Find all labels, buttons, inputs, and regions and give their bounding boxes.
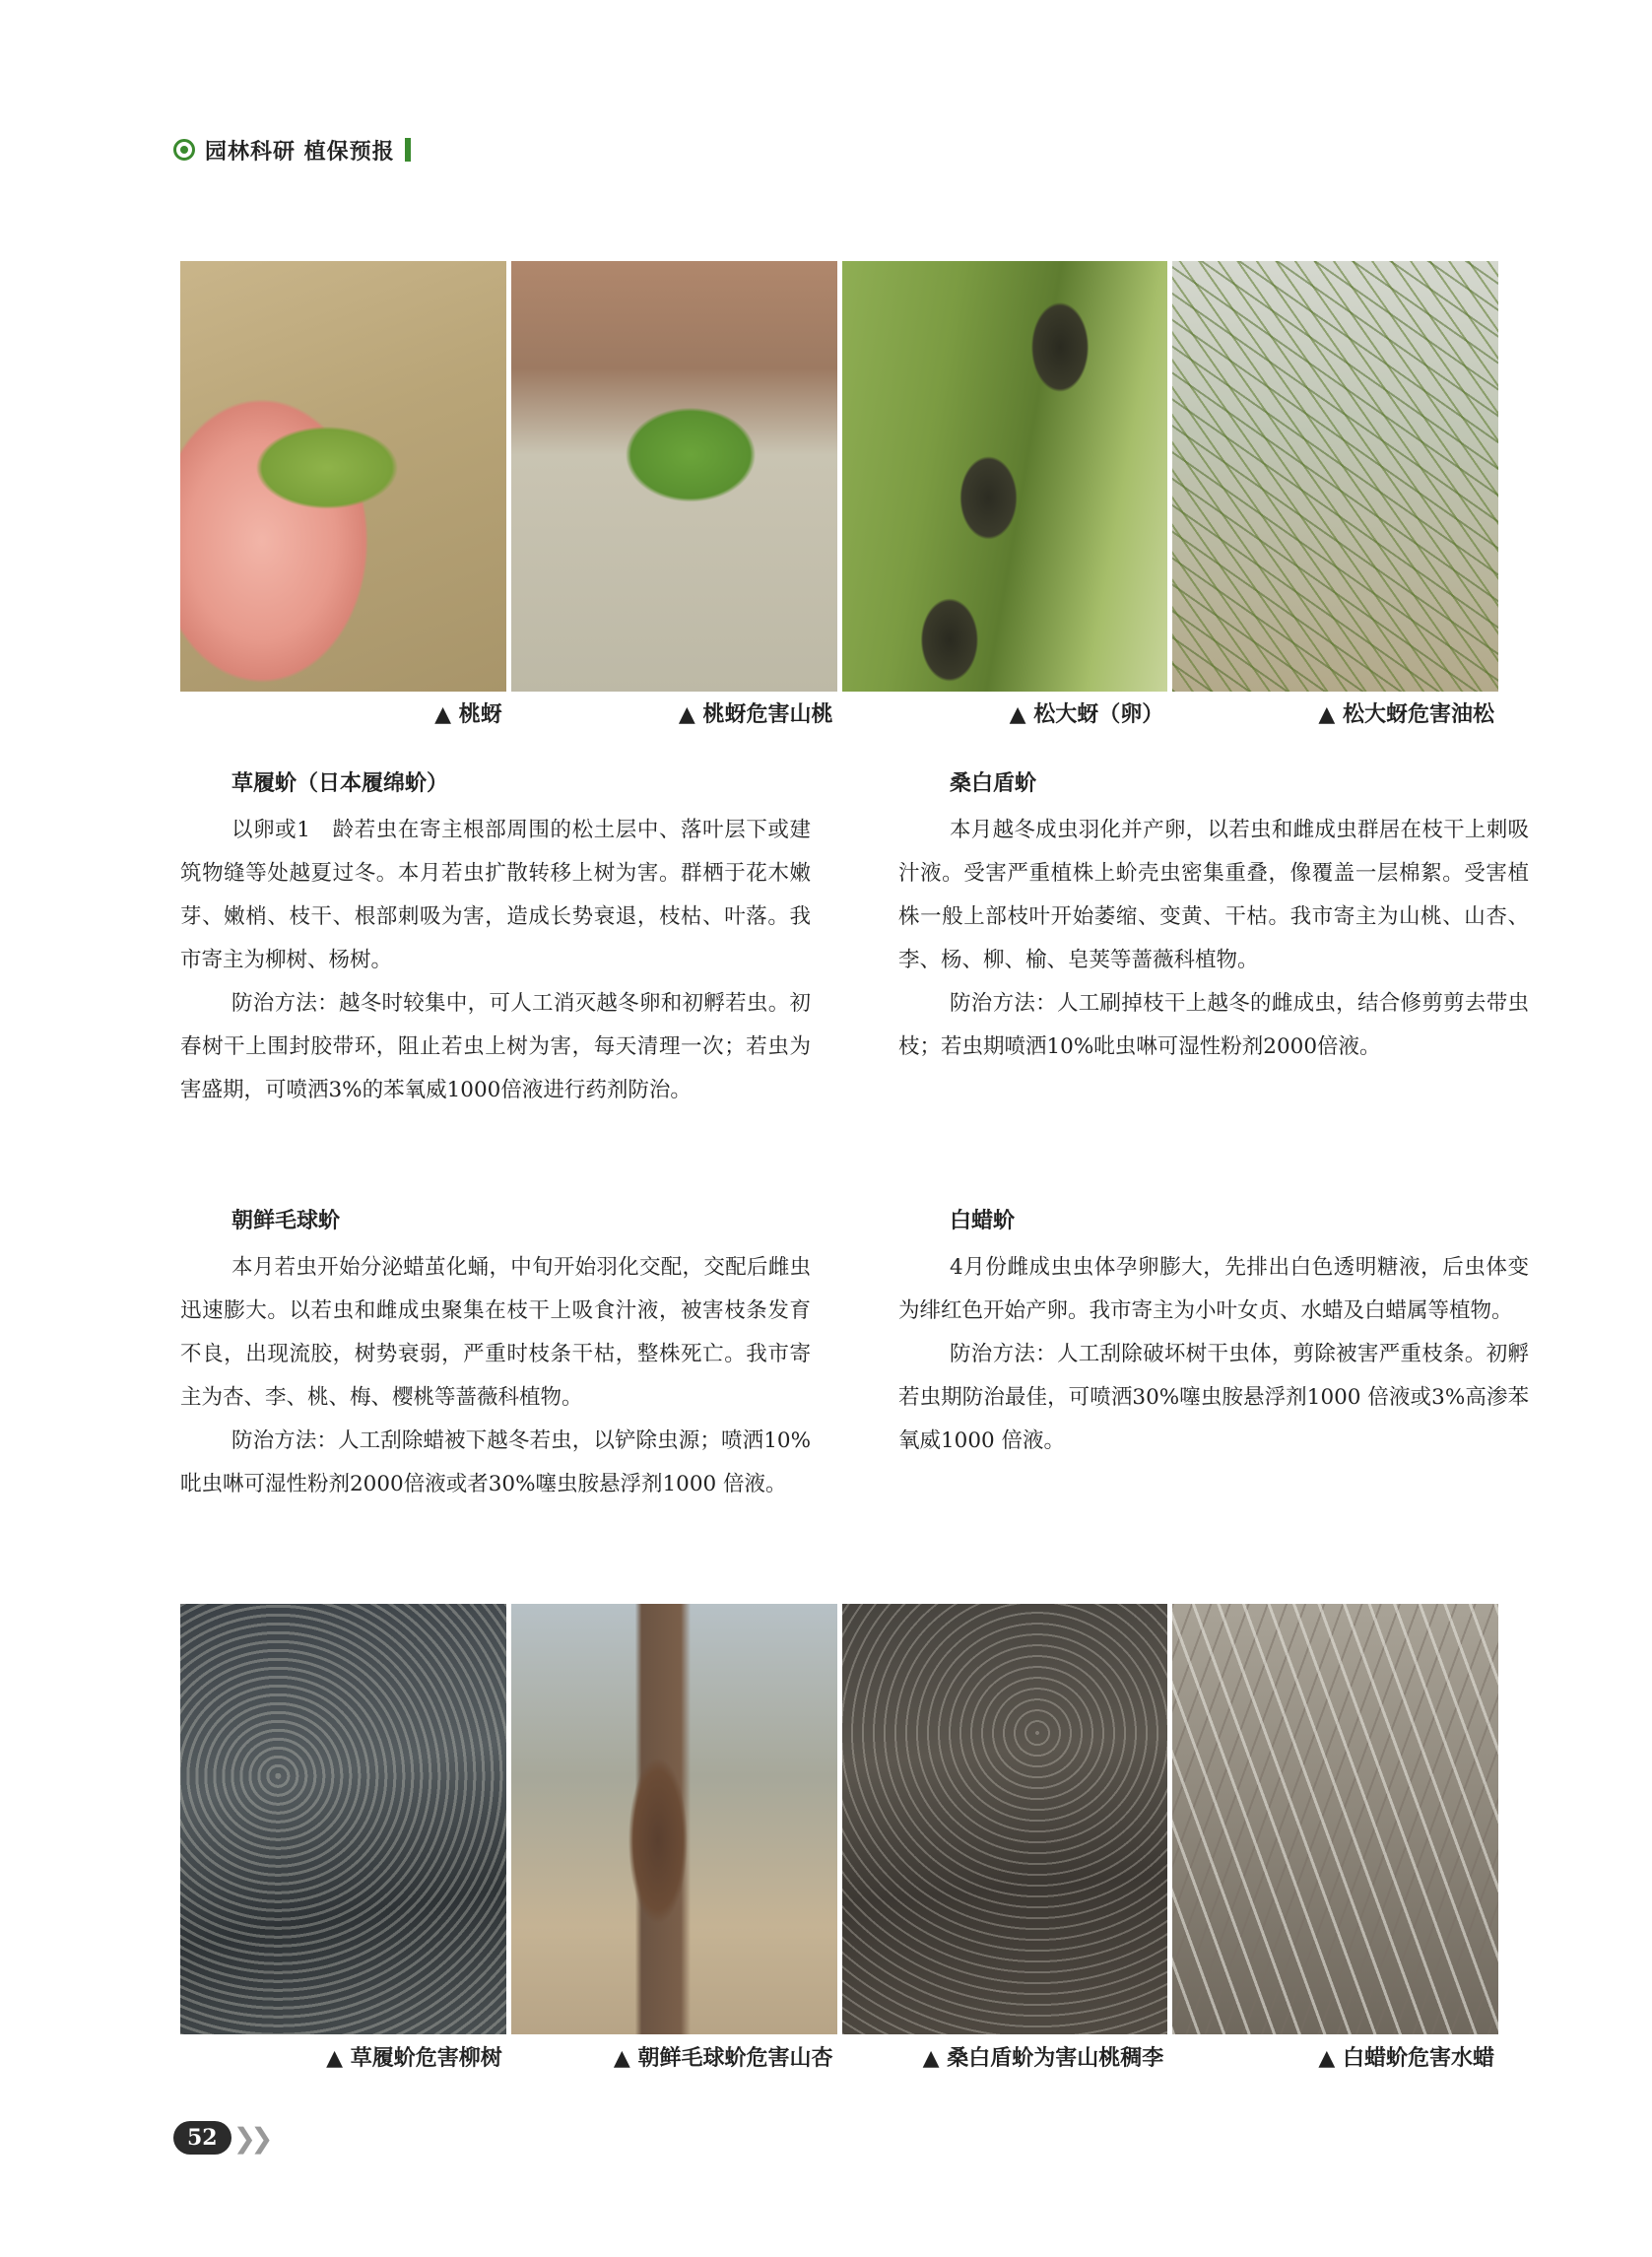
bottom-photo-row bbox=[180, 1604, 1498, 2034]
caption: ▲ 松大蚜（卵） bbox=[1009, 702, 1164, 727]
section-sangbai bbox=[898, 766, 1529, 1069]
photo-caolv-willow bbox=[180, 1604, 506, 2034]
caption: ▲ 桑白盾蚧为害山桃稠李 bbox=[922, 2046, 1164, 2071]
header-bar-icon bbox=[405, 138, 411, 162]
section-paragraph: 本月越冬成虫羽化并产卵，以若虫和雌成虫群居在枝干上刺吸汁液。受害严重植株上蚧壳虫密集重叠，像覆盖一层棉絮。受害植株一般上部枝叶开始萎缩、变黄、干枯。我市寄主为山桃、山杏、李、杨、柳、榆、皂荚等蔷薇科植物。 bbox=[898, 818, 1529, 972]
section-caolv bbox=[180, 766, 811, 1112]
caption: ▲ 桃蚜 bbox=[434, 702, 502, 727]
section-paragraph: 4月份雌成虫虫体孕卵膨大，先排出白色透明糖液，后虫体变为绯红色开始产卵。我市寄主为小叶女贞、水蜡及白蜡属等植物。 bbox=[898, 1255, 1529, 1323]
photo-chaoxian-apricot bbox=[511, 1604, 837, 2034]
caption: ▲ 松大蚜危害油松 bbox=[1318, 702, 1494, 727]
section-paragraph: 以卵或1 龄若虫在寄主根部周围的松土层中、落叶层下或建筑物缝等处越夏过冬。本月若虫扩散转移上树为害。群栖于花木嫩芽、嫩梢、枝干、根部刺吸为害，造成长势衰退，枝枯、叶落。我市寄主为柳树、杨树。 bbox=[180, 818, 811, 972]
header-title: 园林科研 植保预报 bbox=[205, 139, 395, 165]
section-paragraph: 防治方法：人工刮除蜡被下越冬若虫，以铲除虫源；喷洒10%吡虫啉可湿性粉剂2000倍液或者30%噻虫胺悬浮剂1000 倍液。 bbox=[180, 1428, 811, 1496]
chevron-right-icon: ❯❯ bbox=[232, 2121, 268, 2155]
section-paragraph: 防治方法：人工刷掉枝干上越冬的雌成虫，结合修剪剪去带虫枝；若虫期喷洒10%吡虫啉可湿性粉剂2000倍液。 bbox=[898, 991, 1529, 1059]
top-caption-row bbox=[180, 697, 1498, 728]
section-paragraph: 防治方法：人工刮除破坏树干虫体，剪除被害严重枝条。初孵若虫期防治最佳，可喷洒30%噻虫胺悬浮剂1000 倍液或3%高渗苯氧威1000 倍液。 bbox=[898, 1342, 1529, 1453]
photo-peach-aphid bbox=[180, 261, 506, 692]
bottom-caption-row bbox=[180, 2041, 1498, 2072]
caption: ▲ 朝鲜毛球蚧危害山杏 bbox=[613, 2046, 833, 2071]
section-chaoxian bbox=[180, 1204, 811, 1506]
section-heading: 白蜡蚧 bbox=[950, 1209, 1016, 1233]
section-heading: 朝鲜毛球蚧 bbox=[231, 1209, 341, 1233]
circle-logo-icon bbox=[173, 139, 195, 161]
section-paragraph: 防治方法：越冬时较集中，可人工消灭越冬卵和初孵若虫。初春树干上围封胶带环，阻止若虫上树为害，每天清理一次；若虫为害盛期，可喷洒3%的苯氧威1000倍液进行药剂防治。 bbox=[180, 991, 811, 1102]
page-number bbox=[173, 2118, 268, 2157]
photo-baila-privet bbox=[1172, 1604, 1498, 2034]
caption: ▲ 草履蚧危害柳树 bbox=[326, 2046, 502, 2071]
section-paragraph: 本月若虫开始分泌蜡茧化蛹，中旬开始羽化交配，交配后雌虫迅速膨大。以若虫和雌成虫聚集在枝干上吸食汁液，被害枝条发育不良，出现流胶，树势衰弱，严重时枝条干枯，整株死亡。我市寄主为杏、李、桃、梅、樱桃等蔷薇科植物。 bbox=[180, 1255, 811, 1410]
caption: ▲ 白蜡蚧危害水蜡 bbox=[1318, 2046, 1494, 2071]
section-heading: 桑白盾蚧 bbox=[950, 771, 1037, 796]
page-header bbox=[173, 132, 411, 167]
photo-pine-aphid-damage bbox=[1172, 261, 1498, 692]
photo-pine-aphid-eggs bbox=[842, 261, 1168, 692]
caption: ▲ 桃蚜危害山桃 bbox=[678, 702, 833, 727]
top-photo-row bbox=[180, 261, 1498, 692]
section-heading: 草履蚧（日本履绵蚧） bbox=[231, 771, 449, 796]
page-number-badge: 52 bbox=[173, 2121, 231, 2155]
section-baila bbox=[898, 1204, 1529, 1463]
photo-sangbai-peach bbox=[842, 1604, 1168, 2034]
photo-peach-aphid-damage bbox=[511, 261, 837, 692]
